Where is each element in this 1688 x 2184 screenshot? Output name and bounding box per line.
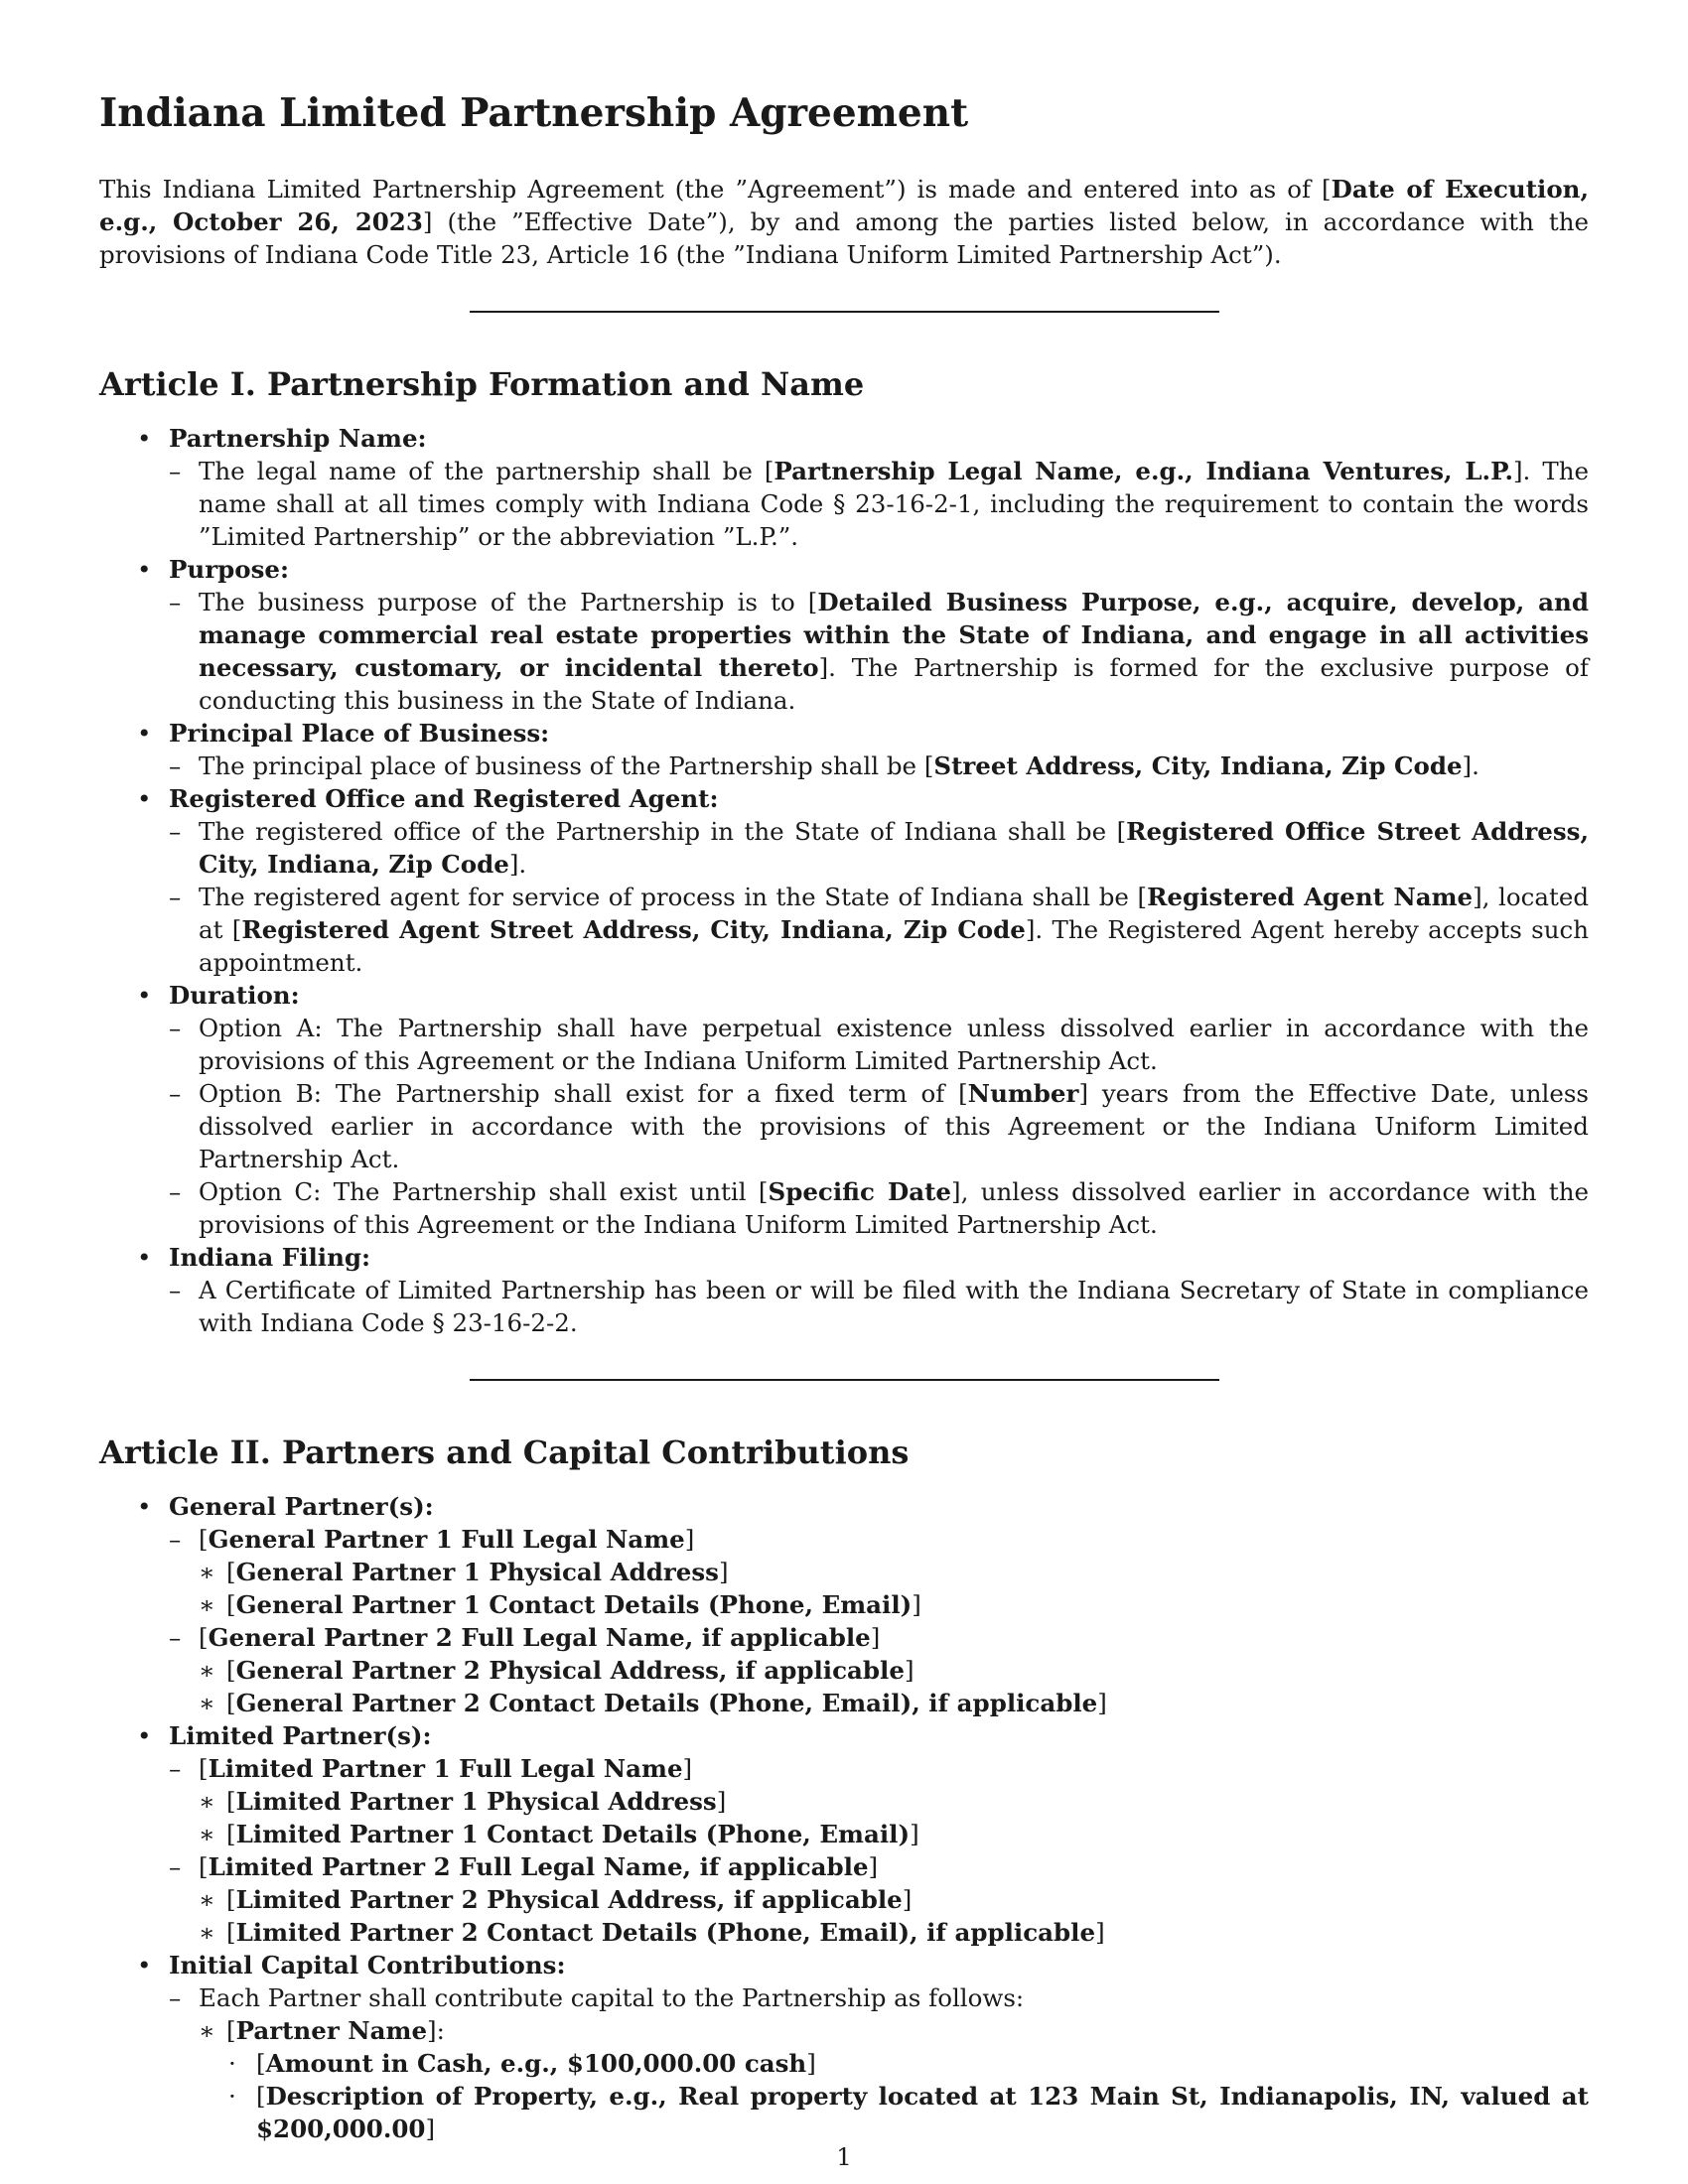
article-1-list (99, 422, 1589, 1339)
placeholder: Number (967, 1079, 1079, 1108)
placeholder: General Partner 1 Physical Address (235, 1558, 719, 1586)
placeholder: Limited Partner 1 Contact Details (Phone, Email) (235, 1820, 911, 1848)
dot-marker: · (228, 2049, 236, 2078)
bullet-marker: • (137, 784, 152, 813)
item-text: ]. (1462, 751, 1479, 780)
dash-marker: – (169, 751, 182, 780)
placeholder: Limited Partner 1 Physical Address (235, 1787, 717, 1816)
dot-marker: · (228, 2082, 236, 2111)
section-divider (470, 1379, 1219, 1381)
item-label: Purpose: (169, 555, 290, 584)
placeholder: General Partner 2 Full Legal Name, if applicable (208, 1623, 871, 1652)
list-item (169, 750, 1589, 782)
list-item: – [Limited Partner 2 Full Legal Name, if applicable] ∗ [Limited Partner 2 Physical Address, if applicable] ∗ [Limited Partner 2 Contact Details (Phone, Email), if applicable] (169, 1850, 1589, 1949)
list-item: ∗ [General Partner 2 Physical Address, if applicable] (199, 1656, 914, 1685)
dash-marker: – (169, 588, 182, 616)
dash-marker: – (169, 883, 182, 911)
item-text: A Certificate of Limited Partnership has been or will be filed with the Indiana Secretary of State in compliance with Indiana Code § 23-16-2-2. (199, 1276, 1589, 1337)
intro-paragraph (99, 173, 1589, 271)
item-text: ]. The Registered Agent hereby accepts such appointment. (199, 915, 1589, 977)
dash-marker: – (169, 457, 182, 485)
item-label: Indiana Filing: (169, 1243, 371, 1272)
list-item (169, 1175, 1589, 1241)
list-item (99, 422, 1589, 553)
star-marker: ∗ (199, 1918, 215, 1947)
placeholder: Partnership Legal Name, e.g., Indiana Ventures, L.P. (774, 457, 1513, 485)
item-label: General Partner(s): (169, 1492, 434, 1521)
item-text: ], located at [ (199, 883, 1590, 944)
list-item: ∗ [Limited Partner 1 Contact Details (Phone, Email)] (199, 1820, 919, 1848)
star-marker: ∗ (199, 1820, 215, 1848)
intro-text: ] (the ”Effective Date”), by and among the parties listed below, in accordance with the provisions of Indiana Code Title 23, Article 16 (the ”Indiana Uniform Limited Partnership Act”). (99, 207, 1589, 269)
list-item: – [Limited Partner 1 Full Legal Name] ∗ [Limited Partner 1 Physical Address] ∗ [Limited Partner 1 Contact Details (Phone, Email)] (169, 1752, 1589, 1850)
bullet-marker: • (137, 719, 152, 748)
article-2-list (99, 1490, 1589, 2145)
dash-marker: – (169, 817, 182, 846)
placeholder: Description of Property, e.g., Real property located at 123 Main St, Indianapolis, IN, valued at $200,000.00 (256, 2082, 1589, 2143)
list-item (99, 717, 1589, 782)
item-text: The legal name of the partnership shall be [ (199, 457, 774, 485)
placeholder: General Partner 1 Contact Details (Phone, Email) (235, 1590, 913, 1619)
dash-marker: – (169, 1525, 182, 1554)
item-text: ], unless dissolved earlier in accordance with the provisions of this Agreement or the Indiana Uniform Limited Partnership Act. (199, 1177, 1589, 1239)
item-text: Each Partner shall contribute capital to the Partnership as follows: (199, 1983, 1025, 2012)
dash-marker: – (169, 1276, 182, 1304)
bullet-marker: • (137, 1721, 152, 1750)
placeholder: Limited Partner 1 Full Legal Name (208, 1754, 683, 1783)
placeholder: Limited Partner 2 Contact Details (Phone, Email), if applicable (235, 1918, 1096, 1947)
placeholder: Registered Office Street Address, City, Indiana, Zip Code (199, 817, 1590, 879)
placeholder: Street Address, City, Indiana, Zip Code (933, 751, 1463, 780)
placeholder: General Partner 1 Full Legal Name (208, 1525, 685, 1554)
placeholder: Registered Agent Name (1147, 883, 1474, 911)
item-label: Duration: (169, 981, 300, 1010)
star-marker: ∗ (199, 2016, 215, 2045)
article-2-heading: Article II. Partners and Capital Contributions (99, 1433, 910, 1471)
item-label: Partnership Name: (169, 424, 427, 453)
placeholder: General Partner 2 Physical Address, if applicable (235, 1656, 905, 1685)
list-item: ∗ [Limited Partner 1 Physical Address] (199, 1787, 727, 1816)
bullet-marker: • (137, 1243, 152, 1272)
dash-marker: – (169, 1623, 182, 1652)
list-item: ∗ [General Partner 1 Contact Details (Phone, Email)] (199, 1590, 921, 1619)
placeholder: Detailed Business Purpose, e.g., acquire, develop, and manage commercial real estate properties within the State of Indiana, and engage in all activities necessary, customary, or incidental thereto (199, 588, 1590, 682)
star-marker: ∗ (199, 1656, 215, 1685)
list-item (99, 979, 1589, 1241)
star-marker: ∗ (199, 1787, 215, 1816)
star-marker: ∗ (199, 1590, 215, 1619)
placeholder: Limited Partner 2 Full Legal Name, if applicable (208, 1852, 869, 1881)
list-item (99, 782, 1589, 979)
list-item (169, 586, 1589, 717)
item-text: Option B: The Partnership shall exist for a fixed term of [ (199, 1079, 968, 1108)
item-text: The registered agent for service of process in the State of Indiana shall be [ (199, 883, 1148, 911)
item-text: The business purpose of the Partnership is to [ (199, 588, 818, 616)
item-label: Registered Office and Registered Agent: (169, 784, 719, 813)
list-item: – [General Partner 1 Full Legal Name] ∗ [General Partner 1 Physical Address] ∗ [General Partner 1 Contact Details (Phone, Email)] (169, 1523, 1589, 1621)
bullet-marker: • (137, 555, 152, 584)
bullet-marker: • (137, 424, 152, 453)
list-item: ∗ [Partner Name]: · [Amount in Cash, e.g., $100,000.00 cash] · [Description of Property, e.g., Real property located at 123 Main St, Indianapolis, IN, valued at $200,000.00] (199, 2016, 1589, 2143)
item-label: Limited Partner(s): (169, 1721, 432, 1750)
item-label: Initial Capital Contributions: (169, 1951, 566, 1979)
item-text: Option A: The Partnership shall have perpetual existence unless dissolved earlier in accordance with the provisions of this Agreement or the Indiana Uniform Limited Partnership Act. (199, 1014, 1589, 1075)
dash-marker: – (169, 1177, 182, 1206)
item-text: ]. The Partnership is formed for the exclusive purpose of conducting this business in the State of Indiana. (199, 653, 1589, 715)
item-text: ]. (508, 850, 527, 879)
document-title: Indiana Limited Partnership Agreement (99, 90, 969, 136)
bullet-marker: • (137, 1492, 152, 1521)
list-item (99, 1241, 1589, 1339)
list-item (99, 1719, 1589, 1949)
item-text: ]. The name shall at all times comply with Indiana Code § 23-16-2-1, including the requirement to contain the words ”Limited Partnership” or the abbreviation ”L.P.”. (199, 457, 1589, 551)
placeholder: Specific Date (768, 1177, 952, 1206)
dash-marker: – (169, 1754, 182, 1783)
list-item: ∗ [General Partner 1 Physical Address] (199, 1558, 729, 1586)
list-item: – [General Partner 2 Full Legal Name, if applicable] ∗ [General Partner 2 Physical Address, if applicable] ∗ [General Partner 2 Contact Details (Phone, Email), if applicable] (169, 1621, 1589, 1719)
item-text: The registered office of the Partnership in the State of Indiana shall be [ (199, 817, 1127, 846)
star-marker: ∗ (199, 1885, 215, 1914)
document-page (99, 91, 1589, 2145)
list-item (99, 1490, 1589, 1719)
item-label: Principal Place of Business: (169, 719, 550, 748)
list-item: ∗ [Limited Partner 2 Contact Details (Phone, Email), if applicable] (199, 1918, 1105, 1947)
list-item: · [Amount in Cash, e.g., $100,000.00 cash] (228, 2049, 816, 2078)
page-number: 1 (836, 2142, 852, 2171)
dash-marker: – (169, 1014, 182, 1042)
list-item (169, 455, 1589, 553)
bullet-marker: • (137, 981, 152, 1010)
placeholder: Registered Agent Street Address, City, Indiana, Zip Code (241, 915, 1026, 944)
placeholder: General Partner 2 Contact Details (Phone, Email), if applicable (235, 1689, 1098, 1717)
item-text: The principal place of business of the Partnership shall be [ (199, 751, 934, 780)
list-item: ∗ [Limited Partner 2 Physical Address, if applicable] (199, 1885, 913, 1914)
list-item (99, 553, 1589, 717)
article-1-heading: Article I. Partnership Formation and Name (99, 365, 865, 403)
item-text: ] years from the Effective Date, unless dissolved earlier in accordance with the provisions of this Agreement or the Indiana Uniform Limited Partnership Act. (199, 1079, 1590, 1173)
star-marker: ∗ (199, 1689, 215, 1717)
list-item: ∗ [General Partner 2 Contact Details (Phone, Email), if applicable] (199, 1689, 1107, 1717)
dash-marker: – (169, 1079, 182, 1108)
list-item (169, 1274, 1589, 1339)
execution-date-placeholder: Date of Execution, e.g., October 26, 2023 (99, 175, 1590, 236)
list-item (169, 1077, 1589, 1175)
list-item (169, 815, 1589, 881)
star-marker: ∗ (199, 1558, 215, 1586)
intro-text: This Indiana Limited Partnership Agreement (the ”Agreement”) is made and entered into as of [ (99, 175, 1332, 204)
placeholder: Amount in Cash, e.g., $100,000.00 cash (265, 2049, 807, 2078)
dash-marker: – (169, 1852, 182, 1881)
list-item (169, 881, 1589, 979)
placeholder: Limited Partner 2 Physical Address, if applicable (235, 1885, 903, 1914)
bullet-marker: • (137, 1951, 152, 1979)
list-item: · [Description of Property, e.g., Real property located at 123 Main St, Indianapolis, IN, valued at $200,000.00] (228, 2082, 1589, 2143)
placeholder: Partner Name (235, 2016, 428, 2045)
section-divider (470, 311, 1219, 313)
list-item (169, 1012, 1589, 1077)
item-text: Option C: The Partnership shall exist until [ (199, 1177, 769, 1206)
list-item (169, 1981, 1589, 2145)
dash-marker: – (169, 1983, 182, 2012)
list-item (99, 1949, 1589, 2145)
